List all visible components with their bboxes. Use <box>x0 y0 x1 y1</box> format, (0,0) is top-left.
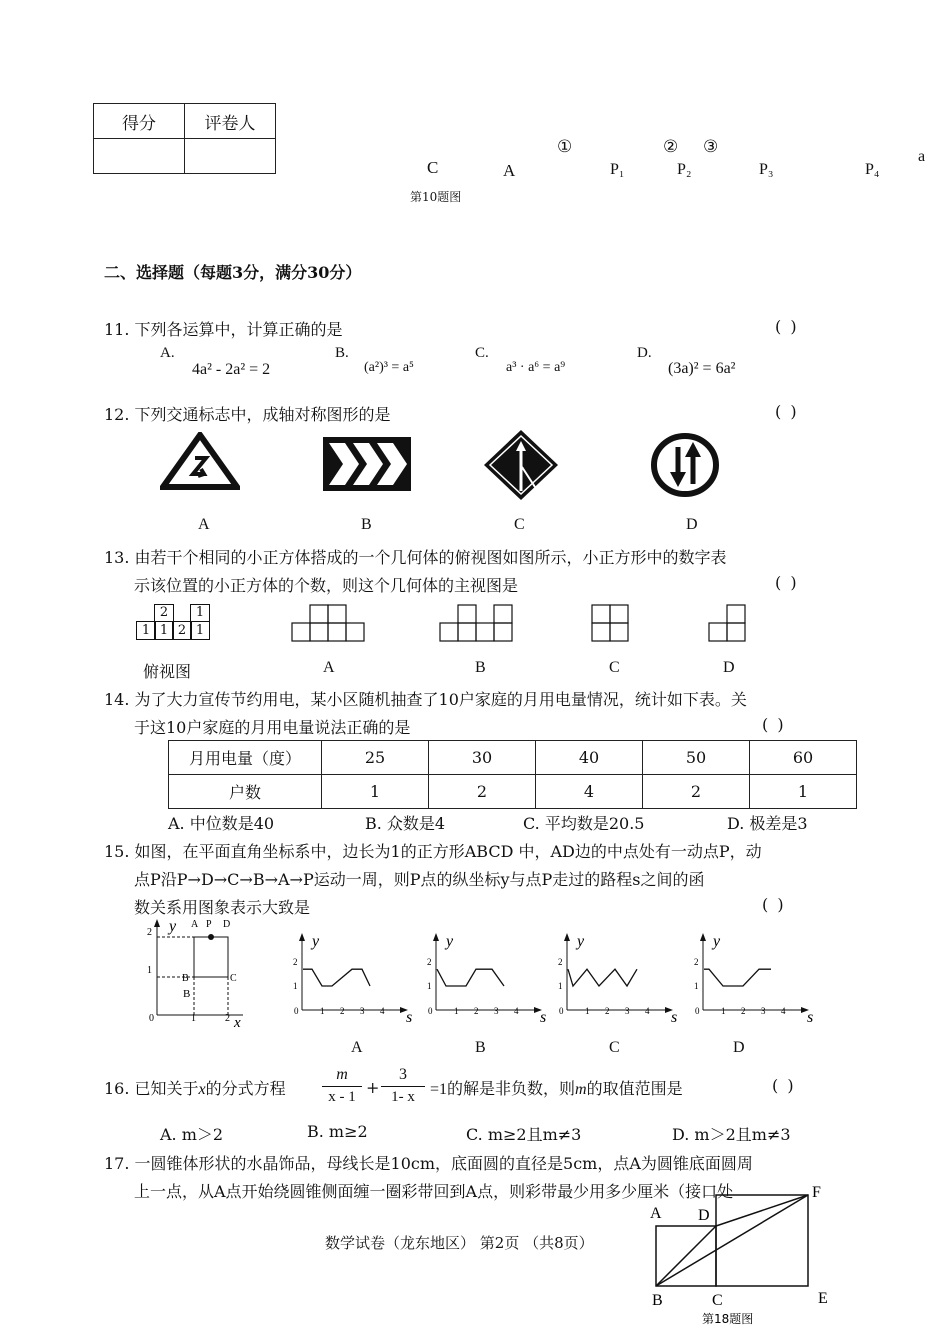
q16-var-m: m <box>575 1081 587 1098</box>
x-tick-label: 4 <box>781 1006 786 1016</box>
fig10-label: P₄ <box>865 161 880 178</box>
table-row <box>169 775 857 809</box>
graph-line <box>303 969 370 986</box>
x-tick-label: 4 <box>380 1006 385 1016</box>
q16-end: 的取值范围是 <box>586 1079 683 1098</box>
fig10-label: P₂ <box>677 161 692 178</box>
table-cell: 1 <box>750 775 857 809</box>
q16-frac2-den: 1- x <box>391 1089 415 1105</box>
fig10-label: A <box>503 161 516 180</box>
table-cell: 50 <box>643 741 750 775</box>
q13-answer-paren: ( ) <box>775 573 799 592</box>
q15-line2: 点P沿P→D→C→B→A→P运动一周，则P点的纵坐标y与点P走过的路程s之间的函 <box>134 870 705 889</box>
table-row <box>169 741 857 775</box>
q16-option-b: B. m≥2 <box>307 1122 368 1141</box>
q11-expr-a: 4a² - 2a² = 2 <box>192 361 271 378</box>
q15-graph-a <box>288 930 418 1022</box>
table-cell: 2 <box>643 775 750 809</box>
q16-option-d: D. m＞2且m≠3 <box>672 1125 791 1144</box>
q11-answer-paren: ( ) <box>775 317 799 336</box>
q14-option-d: D. 极差是3 <box>727 814 808 833</box>
top-view-cell: 1 <box>190 604 210 622</box>
top-view-cell: 1 <box>190 621 210 640</box>
q16-fraction1 <box>322 1066 362 1106</box>
table-cell: 25 <box>322 741 429 775</box>
grader-label: 评卷人 <box>185 104 276 139</box>
q15-graph-d <box>689 930 819 1022</box>
q15-fig-label: x <box>234 1015 241 1030</box>
q16-frac1-num: m <box>336 1066 348 1083</box>
q15-fig-label: C <box>230 973 237 984</box>
graph-line <box>568 969 637 986</box>
q16-stem-rest <box>430 1076 683 1099</box>
x-axis-label: s <box>807 1009 814 1022</box>
chevron-arrows-icon <box>323 437 411 491</box>
top-view-cell: 1 <box>136 621 156 640</box>
front-view-d <box>708 604 748 642</box>
fig10-caption: 第10题图 <box>410 190 462 204</box>
origin-label: 0 <box>294 1006 299 1016</box>
q15-fig-label: D <box>223 919 231 930</box>
x-tick-label: 3 <box>494 1006 499 1016</box>
q12-label-a: A <box>198 516 210 533</box>
front-view-c <box>591 604 631 642</box>
q15-line1: 15. 如图，在平面直角坐标系中，边长为1的正方形ABCD 中，AD边的中点处有一动点P，动 <box>104 842 762 861</box>
q14-answer-paren: ( ) <box>762 715 786 734</box>
q16-option-a: A. m＞2 <box>160 1125 224 1144</box>
q14-option-c: C. 平均数是20.5 <box>523 814 645 833</box>
merge-diamond-icon <box>483 429 559 501</box>
y-axis-label: y <box>312 933 320 950</box>
q11-expr-d: (3a)² = 6a² <box>668 360 736 377</box>
graph-line <box>437 969 504 986</box>
table-cell: 月用电量（度） <box>169 741 322 775</box>
q15-fig-label: 1 <box>147 965 152 976</box>
fig18-label: C <box>712 1292 723 1309</box>
q11-option-c: C. <box>475 345 489 361</box>
x-tick-label: 2 <box>340 1006 345 1016</box>
q14-option-a: A. 中位数是40 <box>168 814 275 833</box>
table-cell: 4 <box>536 775 643 809</box>
q11-stem: 11. 下列各运算中，计算正确的是 <box>104 320 343 339</box>
x-tick-label: 2 <box>605 1006 610 1016</box>
top-view-cell: 1 <box>154 621 174 640</box>
table-cell: 户数 <box>169 775 322 809</box>
figure-18 <box>640 1185 840 1335</box>
x-tick-label: 1 <box>454 1006 459 1016</box>
q11-expr-b: (a²)³ = a⁵ <box>364 360 414 375</box>
q15-fig-label: 1 <box>191 1013 196 1024</box>
x-tick-label: 2 <box>474 1006 479 1016</box>
q16-fraction2 <box>381 1066 425 1106</box>
table-cell: 30 <box>429 741 536 775</box>
fig18-caption: 第18题图 <box>702 1312 754 1326</box>
q15-square-figure <box>145 915 250 1030</box>
origin-label: 0 <box>428 1006 433 1016</box>
y-axis-label: y <box>713 933 721 950</box>
q16-answer-paren: ( ) <box>772 1076 796 1095</box>
q14-option-b: B. 众数是4 <box>365 814 446 833</box>
q16-frac2-num: 3 <box>399 1066 407 1083</box>
q16-mid: 的分式方程 <box>205 1079 286 1098</box>
y-tick-label: 2 <box>694 957 699 967</box>
q15-graph-b <box>422 930 552 1022</box>
q15-fig-label: B <box>183 988 191 1000</box>
fig10-label: ③ <box>703 137 719 157</box>
q14-line2: 于这10户家庭的月用电量说法正确的是 <box>134 718 411 737</box>
q15-fig-label: 0 <box>149 1013 154 1024</box>
x-tick-label: 3 <box>625 1006 630 1016</box>
x-tick-label: 4 <box>514 1006 519 1016</box>
top-view-cell: 2 <box>154 604 174 622</box>
q17-line1: 17. 一圆锥体形状的水晶饰品，母线长是10cm，底面圆的直径是5cm，点A为圆锥底面圆周 <box>104 1154 753 1173</box>
q16-var-x: x <box>198 1081 206 1098</box>
top-view-figure <box>136 604 212 640</box>
q15-fig-label: 2 <box>147 927 152 938</box>
top-view-cell: 2 <box>172 621 192 640</box>
table-cell: 60 <box>750 741 857 775</box>
fig18-label: B <box>652 1292 663 1309</box>
x-tick-label: 3 <box>360 1006 365 1016</box>
q17-line2: 上一点，从A点开始绕圆锥侧面缠一圈彩带回到A点，则彩带最少用多少厘米（接口处 <box>134 1182 734 1201</box>
q16-suffix: 的解是非负数，则 <box>447 1079 576 1098</box>
x-tick-label: 1 <box>721 1006 726 1016</box>
section-title: 二、选择题（每题3分，满分30分） <box>104 263 362 282</box>
q15-fig-label: 2 <box>225 1013 230 1024</box>
y-tick-label: 2 <box>293 957 298 967</box>
q15-label-a: A <box>351 1039 363 1056</box>
origin-label: 0 <box>559 1006 564 1016</box>
y-axis-arrow <box>433 933 439 941</box>
q16-stem <box>104 1076 286 1099</box>
q16-plus: + <box>366 1078 380 1097</box>
q11-option-d: D. <box>637 345 652 361</box>
score-cell <box>94 139 185 174</box>
q16-option-c: C. m≥2且m≠3 <box>466 1125 582 1144</box>
q14-line1: 14. 为了大力宣传节约用电，某小区随机抽查了10户家庭的月用电量情况，统计如下表。关 <box>104 690 747 709</box>
x-axis-label: s <box>540 1009 547 1022</box>
q16-equals: =1 <box>430 1081 448 1098</box>
q13-label-a: A <box>323 659 335 676</box>
fig10-label: a <box>918 148 926 165</box>
front-view-b <box>439 604 517 642</box>
q12-label-c: C <box>514 516 525 533</box>
q12-stem: 12. 下列交通标志中，成轴对称图形的是 <box>104 405 391 424</box>
y-tick-label: 2 <box>427 957 432 967</box>
y-tick-label: 1 <box>558 981 563 991</box>
q12-label-b: B <box>361 516 372 533</box>
x-axis-label: s <box>406 1009 413 1022</box>
table-cell: 1 <box>322 775 429 809</box>
score-table <box>93 103 276 174</box>
fig18-label: F <box>812 1185 821 1201</box>
q15-label-d: D <box>733 1039 745 1056</box>
q13-label-c: C <box>609 659 620 676</box>
y-axis-arrow <box>564 933 570 941</box>
q16-prefix: 16. 已知关于 <box>104 1079 199 1098</box>
y-axis-label: y <box>577 933 585 950</box>
fig10-label: ② <box>663 137 679 157</box>
q15-label-b: B <box>475 1039 486 1056</box>
graph-line <box>704 969 771 986</box>
q15-fig-label: B <box>182 973 189 984</box>
q13-label-topview: 俯视图 <box>143 662 192 681</box>
y-tick-label: 1 <box>293 981 298 991</box>
q15-fig-label: A <box>191 919 199 930</box>
x-tick-label: 1 <box>585 1006 590 1016</box>
q16-frac1-den: x - 1 <box>328 1089 356 1105</box>
y-axis-label: y <box>446 933 454 950</box>
fig10-label: P₃ <box>759 161 774 178</box>
x-tick-label: 4 <box>645 1006 650 1016</box>
score-label: 得分 <box>94 104 185 139</box>
q13-label-d: D <box>723 659 735 676</box>
y-axis-arrow <box>700 933 706 941</box>
x-tick-label: 1 <box>320 1006 325 1016</box>
fig10-label: ① <box>557 137 573 157</box>
q15-line3: 数关系用图象表示大致是 <box>134 898 311 917</box>
q11-option-b: B. <box>335 345 349 361</box>
y-tick-label: 1 <box>694 981 699 991</box>
origin-label: 0 <box>695 1006 700 1016</box>
q13-line1: 13. 由若干个相同的小正方体搭成的一个几何体的俯视图如图所示，小正方形中的数字表 <box>104 548 727 567</box>
two-way-arrows-circle-icon <box>649 432 721 498</box>
x-tick-label: 3 <box>761 1006 766 1016</box>
q11-option-a: A. <box>160 345 175 361</box>
y-tick-label: 1 <box>427 981 432 991</box>
q15-graph-c <box>553 930 683 1022</box>
fig18-label: D <box>698 1207 710 1224</box>
electricity-table <box>168 740 857 809</box>
q11-expr-c: a³ · a⁶ = a⁹ <box>506 360 566 375</box>
q15-fig-label: y <box>169 918 177 935</box>
fig10-label: C <box>427 158 439 177</box>
q15-answer-paren: ( ) <box>762 895 786 914</box>
q13-line2: 示该位置的小正方体的个数，则这个几何体的主视图是 <box>134 576 519 595</box>
x-tick-label: 2 <box>741 1006 746 1016</box>
y-axis-arrow <box>299 933 305 941</box>
fig18-label: E <box>818 1290 828 1307</box>
q15-fig-label: P <box>206 919 212 930</box>
front-view-a <box>291 604 369 642</box>
q13-label-b: B <box>475 659 486 676</box>
q12-label-d: D <box>686 516 698 533</box>
x-axis-label: s <box>671 1009 678 1022</box>
page-footer: 数学试卷（龙东地区） 第2页 （共8页） <box>325 1234 594 1252</box>
fig18-label: A <box>650 1205 662 1222</box>
warning-triangle-z-icon <box>160 432 240 490</box>
table-cell: 2 <box>429 775 536 809</box>
grader-cell <box>185 139 276 174</box>
fig10-label: P₁ <box>610 161 625 178</box>
q12-answer-paren: ( ) <box>775 402 799 421</box>
y-tick-label: 2 <box>558 957 563 967</box>
q15-label-c: C <box>609 1039 620 1056</box>
table-cell: 40 <box>536 741 643 775</box>
